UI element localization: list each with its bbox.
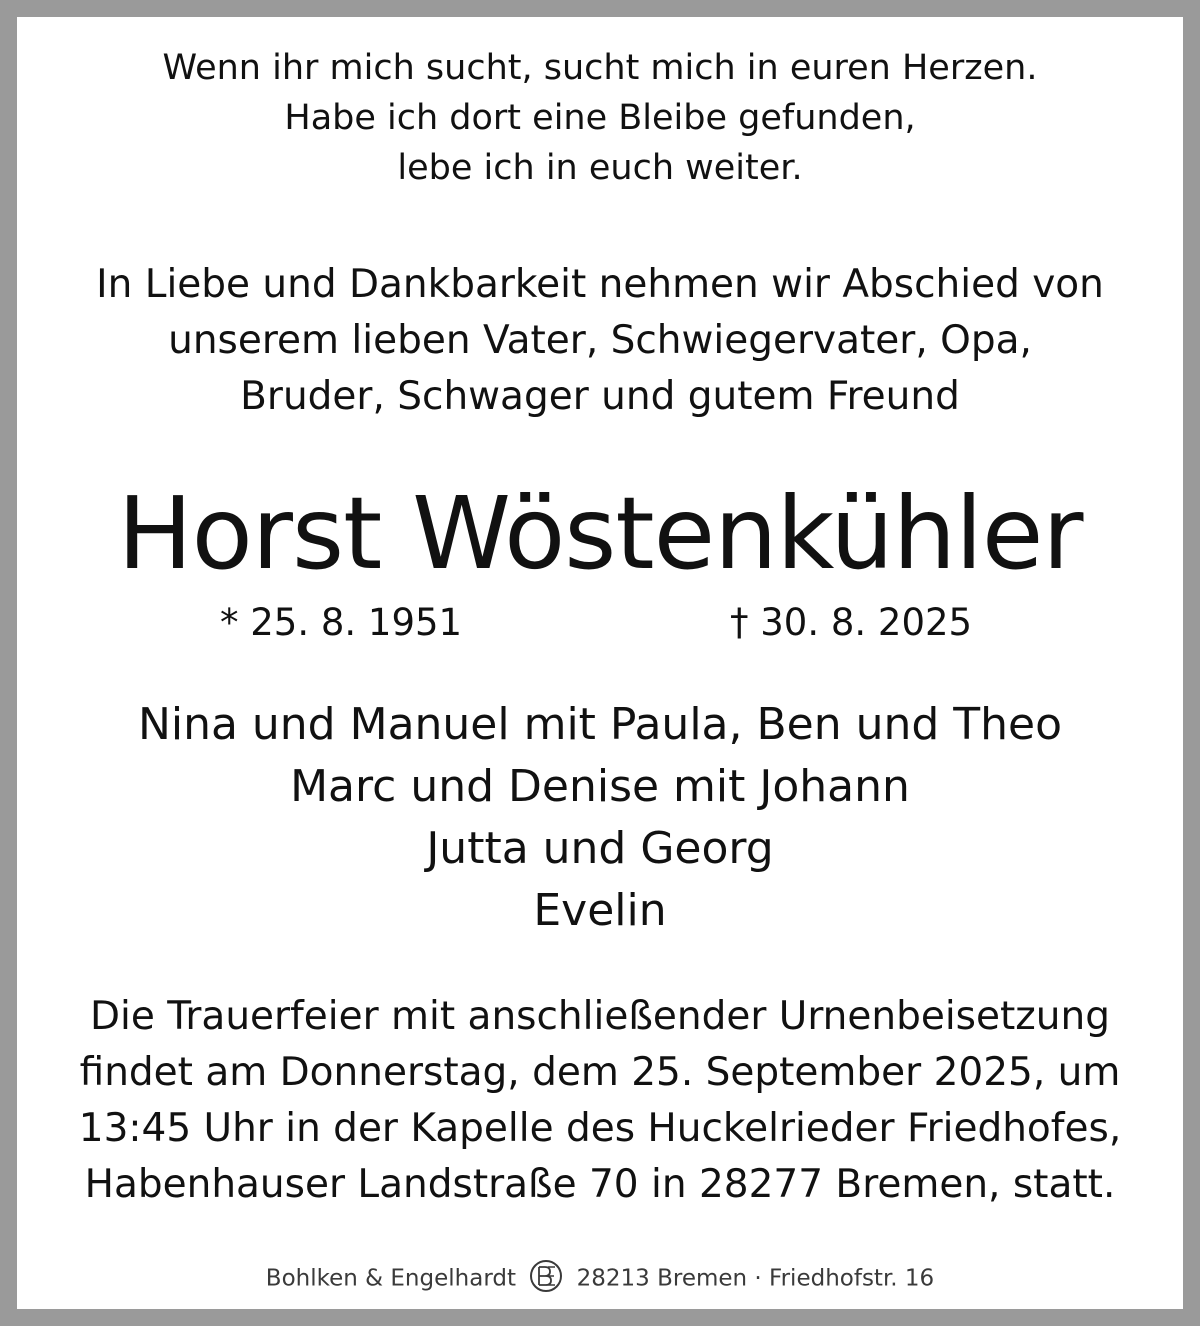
service-line-1: Die Trauerfeier mit anschließender Urnenbeisetzung	[90, 994, 1110, 1039]
death-date: † 30. 8. 2025	[730, 601, 973, 644]
quote-line-3: lebe ich in euch weiter.	[397, 148, 803, 188]
mourner-line-4: Evelin	[533, 885, 667, 936]
deceased-name: Horst Wöstenkühler	[117, 475, 1083, 592]
funeral-home-address: 28213 Bremen · Friedhofstr. 16	[576, 1265, 935, 1292]
funeral-home-footer	[17, 1265, 1183, 1293]
quote-line-1: Wenn ihr mich sucht, sucht mich in euren Herzen.	[162, 48, 1038, 88]
service-line-4: Habenhauser Landstraße 70 in 28277 Bremen, statt.	[84, 1162, 1116, 1207]
birth-date: * 25. 8. 1951	[220, 601, 463, 644]
mourner-line-2: Marc und Denise mit Johann	[290, 761, 910, 812]
mourner-line-1: Nina und Manuel mit Paula, Ben und Theo	[137, 699, 1063, 750]
funeral-home-name: Bohlken & Engelhardt	[265, 1265, 516, 1292]
obituary-card	[17, 17, 1183, 1309]
service-line-2: findet am Donnerstag, dem 25. September 2025, um	[79, 1050, 1121, 1095]
quote-line-2: Habe ich dort eine Bleibe gefunden,	[284, 98, 916, 138]
be-monogram-icon	[529, 1259, 563, 1293]
intro-line-1: In Liebe und Dankbarkeit nehmen wir Abschied von	[96, 262, 1104, 307]
intro-line-3: Bruder, Schwager und gutem Freund	[240, 374, 960, 419]
intro-line-2: unserem lieben Vater, Schwiegervater, Opa,	[168, 318, 1032, 363]
service-line-3: 13:45 Uhr in der Kapelle des Huckelrieder Friedhofes,	[78, 1106, 1122, 1151]
mourner-line-3: Jutta und Georg	[426, 823, 774, 874]
